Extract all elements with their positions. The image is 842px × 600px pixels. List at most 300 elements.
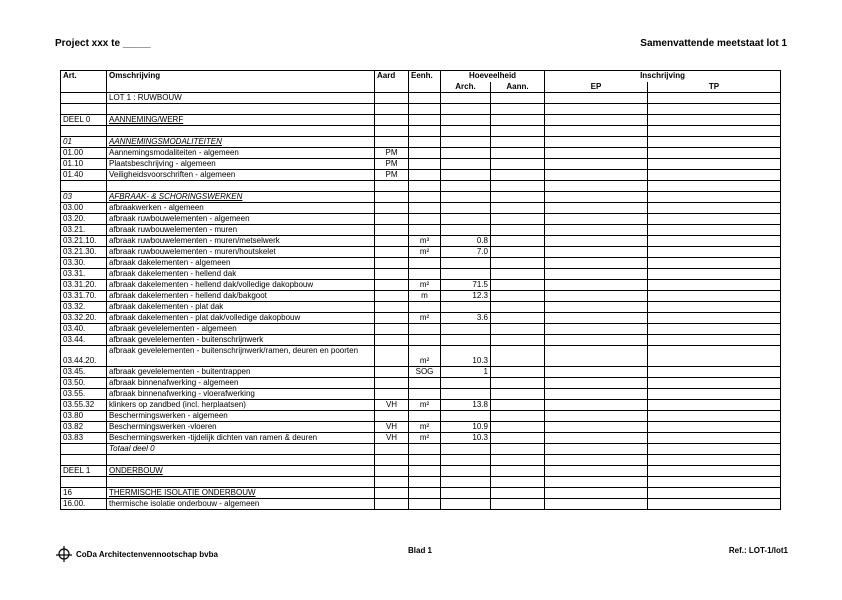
hoeveelheid-aann-cell [491,159,545,170]
ep-cell [545,236,648,247]
tp-cell [648,258,781,269]
description-cell: ONDERBOUW [107,466,375,477]
eenheid-cell [409,302,441,313]
eenheid-cell [409,181,441,192]
eenheid-cell [409,499,441,510]
eenheid-cell [409,477,441,488]
table-row [61,258,781,269]
aard-cell [375,203,409,214]
aard-cell [375,269,409,280]
aard-cell [375,367,409,378]
description-cell [107,477,375,488]
hoeveelheid-aann-cell [491,400,545,411]
hoeveelheid-arch-cell [441,466,491,477]
hoeveelheid-arch-cell [441,477,491,488]
description-cell: afbraak ruwbouwelementen - muren/metselwerk [107,236,375,247]
eenheid-cell: m [409,291,441,302]
description-cell: thermische isolatie onderbouw - algemeen [107,499,375,510]
hoeveelheid-aann-cell [491,313,545,324]
ep-cell [545,137,648,148]
eenheid-cell: m³ [409,236,441,247]
hoeveelheid-aann-cell [491,126,545,137]
description-cell: afbraak ruwbouwelementen - algemeen [107,214,375,225]
ep-cell [545,455,648,466]
table-row [61,93,781,104]
eenheid-cell [409,225,441,236]
tp-cell [648,269,781,280]
eenheid-cell [409,466,441,477]
col-art: Art. [61,71,107,83]
tp-cell [648,236,781,247]
table-row [61,335,781,346]
hoeveelheid-arch-cell: 12.3 [441,291,491,302]
hoeveelheid-aann-cell [491,148,545,159]
ep-cell [545,170,648,181]
eenheid-cell: m² [409,433,441,444]
table-row [61,291,781,302]
tp-cell [648,104,781,115]
hoeveelheid-aann-cell [491,269,545,280]
hoeveelheid-arch-cell [441,411,491,422]
art-cell: 03.21. [61,225,107,236]
table-row [61,455,781,466]
description-cell [107,104,375,115]
description-cell: afbraak gevelelementen - buitenschrijnwerk/ramen, deuren en poorten [107,346,375,367]
art-cell: 03.30. [61,258,107,269]
art-cell [61,104,107,115]
table-row [61,137,781,148]
tp-cell [648,93,781,104]
aard-cell [375,455,409,466]
project-title: Project xxx te _____ [55,38,151,49]
eenheid-cell: SOG [409,367,441,378]
eenheid-cell [409,488,441,499]
ep-cell [545,324,648,335]
aard-cell [375,280,409,291]
art-cell: DEEL 1 [61,466,107,477]
eenheid-cell [409,444,441,455]
eenheid-cell [409,455,441,466]
aard-cell [375,324,409,335]
tp-cell [648,170,781,181]
tp-cell [648,203,781,214]
hoeveelheid-aann-cell [491,203,545,214]
description-cell: afbraak gevelelementen - buitentrappen [107,367,375,378]
tp-cell [648,335,781,346]
table-header-row [61,71,781,83]
ep-cell [545,269,648,280]
description-cell: afbraak ruwbouwelementen - muren/houtskelet [107,247,375,258]
ep-cell [545,214,648,225]
description-cell: afbraak dakelementen - plat dak/volledige dakopbouw [107,313,375,324]
table-row [61,422,781,433]
eenheid-cell [409,126,441,137]
hoeveelheid-arch-cell [441,181,491,192]
tp-cell [648,422,781,433]
hoeveelheid-arch-cell [441,225,491,236]
eenheid-cell [409,170,441,181]
hoeveelheid-arch-cell [441,324,491,335]
art-cell [61,477,107,488]
description-cell: LOT 1 : RUWBOUW [107,93,375,104]
hoeveelheid-aann-cell [491,422,545,433]
table-row [61,346,781,367]
hoeveelheid-arch-cell [441,302,491,313]
description-cell: afbraakwerken - algemeen [107,203,375,214]
table-row [61,203,781,214]
art-cell: 03.21.30. [61,247,107,258]
description-cell: Beschermingswerken -tijdelijk dichten van ramen & deuren [107,433,375,444]
aard-cell [375,444,409,455]
table-row [61,236,781,247]
tp-cell [648,378,781,389]
hoeveelheid-arch-cell [441,159,491,170]
hoeveelheid-arch-cell: 10.3 [441,346,491,367]
eenheid-cell [409,159,441,170]
hoeveelheid-aann-cell [491,137,545,148]
tp-cell [648,313,781,324]
ep-cell [545,115,648,126]
art-cell: 01.40 [61,170,107,181]
hoeveelheid-arch-cell [441,115,491,126]
page-number: Blad 1 [408,546,433,555]
eenheid-cell [409,378,441,389]
art-cell: 03.44.20. [61,346,107,367]
aard-cell [375,466,409,477]
table-row [61,159,781,170]
eenheid-cell [409,104,441,115]
art-cell: 03.80 [61,411,107,422]
eenheid-cell [409,258,441,269]
hoeveelheid-arch-cell: 0.8 [441,236,491,247]
aard-cell [375,225,409,236]
art-cell [61,455,107,466]
eenheid-cell [409,214,441,225]
ep-cell [545,291,648,302]
tp-cell [648,302,781,313]
tp-cell [648,126,781,137]
ep-cell [545,313,648,324]
eenheid-cell: m² [409,280,441,291]
tp-cell [648,367,781,378]
aard-cell [375,378,409,389]
art-cell: 03.55.32 [61,400,107,411]
hoeveelheid-arch-cell [441,137,491,148]
tp-cell [648,411,781,422]
art-cell: 03.21.10. [61,236,107,247]
ep-cell [545,422,648,433]
aard-cell [375,181,409,192]
hoeveelheid-aann-cell [491,324,545,335]
hoeveelheid-arch-cell: 71.5 [441,280,491,291]
ep-cell [545,499,648,510]
hoeveelheid-arch-cell: 3.6 [441,313,491,324]
table-row [61,411,781,422]
table-row [61,389,781,400]
tp-cell [648,346,781,367]
art-cell: 03.31.70. [61,291,107,302]
tp-cell [648,433,781,444]
art-cell: 03.00 [61,203,107,214]
hoeveelheid-arch-cell [441,203,491,214]
table-row [61,225,781,236]
hoeveelheid-aann-cell [491,302,545,313]
table-row [61,181,781,192]
tp-cell [648,137,781,148]
col-aann: Aann. [491,82,545,93]
ep-cell [545,378,648,389]
hoeveelheid-aann-cell [491,104,545,115]
hoeveelheid-arch-cell [441,126,491,137]
ep-cell [545,225,648,236]
aard-cell [375,302,409,313]
tp-cell [648,280,781,291]
aard-cell [375,126,409,137]
hoeveelheid-aann-cell [491,335,545,346]
art-cell: 03 [61,192,107,203]
description-cell: afbraak dakelementen - hellend dak/bakgoot [107,291,375,302]
description-cell: afbraak dakelementen - algemeen [107,258,375,269]
table-row [61,466,781,477]
document-reference: Ref.: LOT-1/lot1 [728,546,788,555]
description-cell [107,455,375,466]
tp-cell [648,214,781,225]
art-cell: 03.31.20. [61,280,107,291]
meetstaat-table [60,70,781,510]
aard-cell [375,389,409,400]
tp-cell [648,181,781,192]
hoeveelheid-arch-cell [441,389,491,400]
art-cell: 03.82 [61,422,107,433]
aard-cell [375,104,409,115]
aard-cell: VH [375,422,409,433]
hoeveelheid-aann-cell [491,291,545,302]
eenheid-cell: m² [409,346,441,367]
col-arch: Arch. [441,82,491,93]
aard-cell [375,477,409,488]
ep-cell [545,181,648,192]
col-ep: EP [545,82,648,93]
art-cell: 01.10 [61,159,107,170]
eenheid-cell [409,203,441,214]
eenheid-cell [409,411,441,422]
art-cell: 03.20. [61,214,107,225]
hoeveelheid-arch-cell [441,104,491,115]
aard-cell [375,291,409,302]
table-row [61,104,781,115]
col-aard: Aard [375,71,409,83]
description-cell: THERMISCHE ISOLATIE ONDERBOUW [107,488,375,499]
eenheid-cell [409,148,441,159]
art-cell: 01 [61,137,107,148]
hoeveelheid-aann-cell [491,346,545,367]
tp-cell [648,324,781,335]
eenheid-cell: m² [409,313,441,324]
table-row [61,126,781,137]
art-cell: 03.50. [61,378,107,389]
table-row [61,477,781,488]
aard-cell: PM [375,159,409,170]
ep-cell [545,400,648,411]
table-row [61,214,781,225]
table-row [61,280,781,291]
hoeveelheid-aann-cell [491,192,545,203]
aard-cell: VH [375,433,409,444]
hoeveelheid-arch-cell: 1 [441,367,491,378]
hoeveelheid-arch-cell [441,258,491,269]
tp-cell [648,466,781,477]
description-cell: klinkers op zandbed (incl. herplaatsen) [107,400,375,411]
description-cell: afbraak binnenafwerking - vloerafwerking [107,389,375,400]
tp-cell [648,115,781,126]
ep-cell [545,488,648,499]
ep-cell [545,389,648,400]
eenheid-cell: m² [409,400,441,411]
table-row [61,378,781,389]
hoeveelheid-aann-cell [491,115,545,126]
description-cell [107,126,375,137]
aard-cell: PM [375,148,409,159]
description-cell: afbraak gevelelementen - buitenschrijnwerk [107,335,375,346]
aard-cell [375,115,409,126]
hoeveelheid-arch-cell [441,170,491,181]
tp-cell [648,444,781,455]
company-name: CoDa Architectenvennootschap bvba [76,549,218,559]
eenheid-cell [409,269,441,280]
tp-cell [648,291,781,302]
hoeveelheid-arch-cell [441,192,491,203]
col-inschrijving: Inschrijving [545,71,781,83]
hoeveelheid-aann-cell [491,181,545,192]
ep-cell [545,126,648,137]
hoeveelheid-arch-cell [441,148,491,159]
tp-cell [648,225,781,236]
hoeveelheid-aann-cell [491,225,545,236]
description-cell: AANNEMING/WERF [107,115,375,126]
art-cell: 01.00 [61,148,107,159]
description-cell: afbraak ruwbouwelementen - muren [107,225,375,236]
ep-cell [545,411,648,422]
tp-cell [648,400,781,411]
table-row [61,302,781,313]
description-cell: afbraak dakelementen - hellend dak [107,269,375,280]
tp-cell [648,192,781,203]
description-cell: afbraak dakelementen - plat dak [107,302,375,313]
tp-cell [648,477,781,488]
tp-cell [648,499,781,510]
ep-cell [545,258,648,269]
aard-cell [375,346,409,367]
description-cell: AANNEMINGSMODALITEITEN [107,137,375,148]
aard-cell [375,313,409,324]
description-cell: Totaal deel 0 [107,444,375,455]
aard-cell [375,488,409,499]
description-cell: Beschermingswerken - algemeen [107,411,375,422]
eenheid-cell [409,93,441,104]
ep-cell [545,93,648,104]
eenheid-cell: m² [409,247,441,258]
ep-cell [545,444,648,455]
document-title: Samenvattende meetstaat lot 1 [640,38,787,49]
art-cell [61,93,107,104]
aard-cell [375,499,409,510]
table-row [61,499,781,510]
hoeveelheid-arch-cell: 13.8 [441,400,491,411]
hoeveelheid-arch-cell [441,455,491,466]
hoeveelheid-aann-cell [491,444,545,455]
tp-cell [648,455,781,466]
ep-cell [545,280,648,291]
art-cell: 03.83 [61,433,107,444]
hoeveelheid-aann-cell [491,93,545,104]
eenheid-cell [409,137,441,148]
aard-cell: PM [375,170,409,181]
hoeveelheid-aann-cell [491,477,545,488]
tp-cell [648,148,781,159]
aard-cell [375,214,409,225]
table-row [61,247,781,258]
coda-logo-icon [56,546,72,562]
ep-cell [545,148,648,159]
col-omschrijving: Omschrijving [107,71,375,83]
aard-cell [375,236,409,247]
table-row [61,148,781,159]
description-cell [107,181,375,192]
hoeveelheid-aann-cell [491,367,545,378]
ep-cell [545,477,648,488]
table-row [61,367,781,378]
aard-cell: VH [375,400,409,411]
hoeveelheid-aann-cell [491,455,545,466]
ep-cell [545,247,648,258]
col-tp: TP [648,82,781,93]
eenheid-cell [409,115,441,126]
art-cell: 03.31. [61,269,107,280]
description-cell: afbraak binnenafwerking - algemeen [107,378,375,389]
tp-cell [648,488,781,499]
hoeveelheid-arch-cell [441,488,491,499]
table-subheader-row [61,82,781,93]
ep-cell [545,335,648,346]
col-eenh: Eenh. [409,71,441,83]
table-row [61,170,781,181]
hoeveelheid-aann-cell [491,258,545,269]
footer-company [56,546,218,562]
hoeveelheid-aann-cell [491,236,545,247]
hoeveelheid-arch-cell [441,378,491,389]
hoeveelheid-aann-cell [491,170,545,181]
description-cell: Veiligheidsvoorschriften - algemeen [107,170,375,181]
hoeveelheid-aann-cell [491,378,545,389]
ep-cell [545,104,648,115]
ep-cell [545,346,648,367]
art-cell: 03.55. [61,389,107,400]
art-cell: DEEL 0 [61,115,107,126]
ep-cell [545,367,648,378]
aard-cell [375,192,409,203]
art-cell: 03.32. [61,302,107,313]
hoeveelheid-aann-cell [491,433,545,444]
art-cell: 03.32.20. [61,313,107,324]
description-cell: afbraak gevelelementen - algemeen [107,324,375,335]
hoeveelheid-arch-cell [441,269,491,280]
hoeveelheid-aann-cell [491,488,545,499]
art-cell [61,126,107,137]
description-cell: Aannemingsmodaliteiten - algemeen [107,148,375,159]
hoeveelheid-aann-cell [491,499,545,510]
ep-cell [545,159,648,170]
art-cell: 03.40. [61,324,107,335]
